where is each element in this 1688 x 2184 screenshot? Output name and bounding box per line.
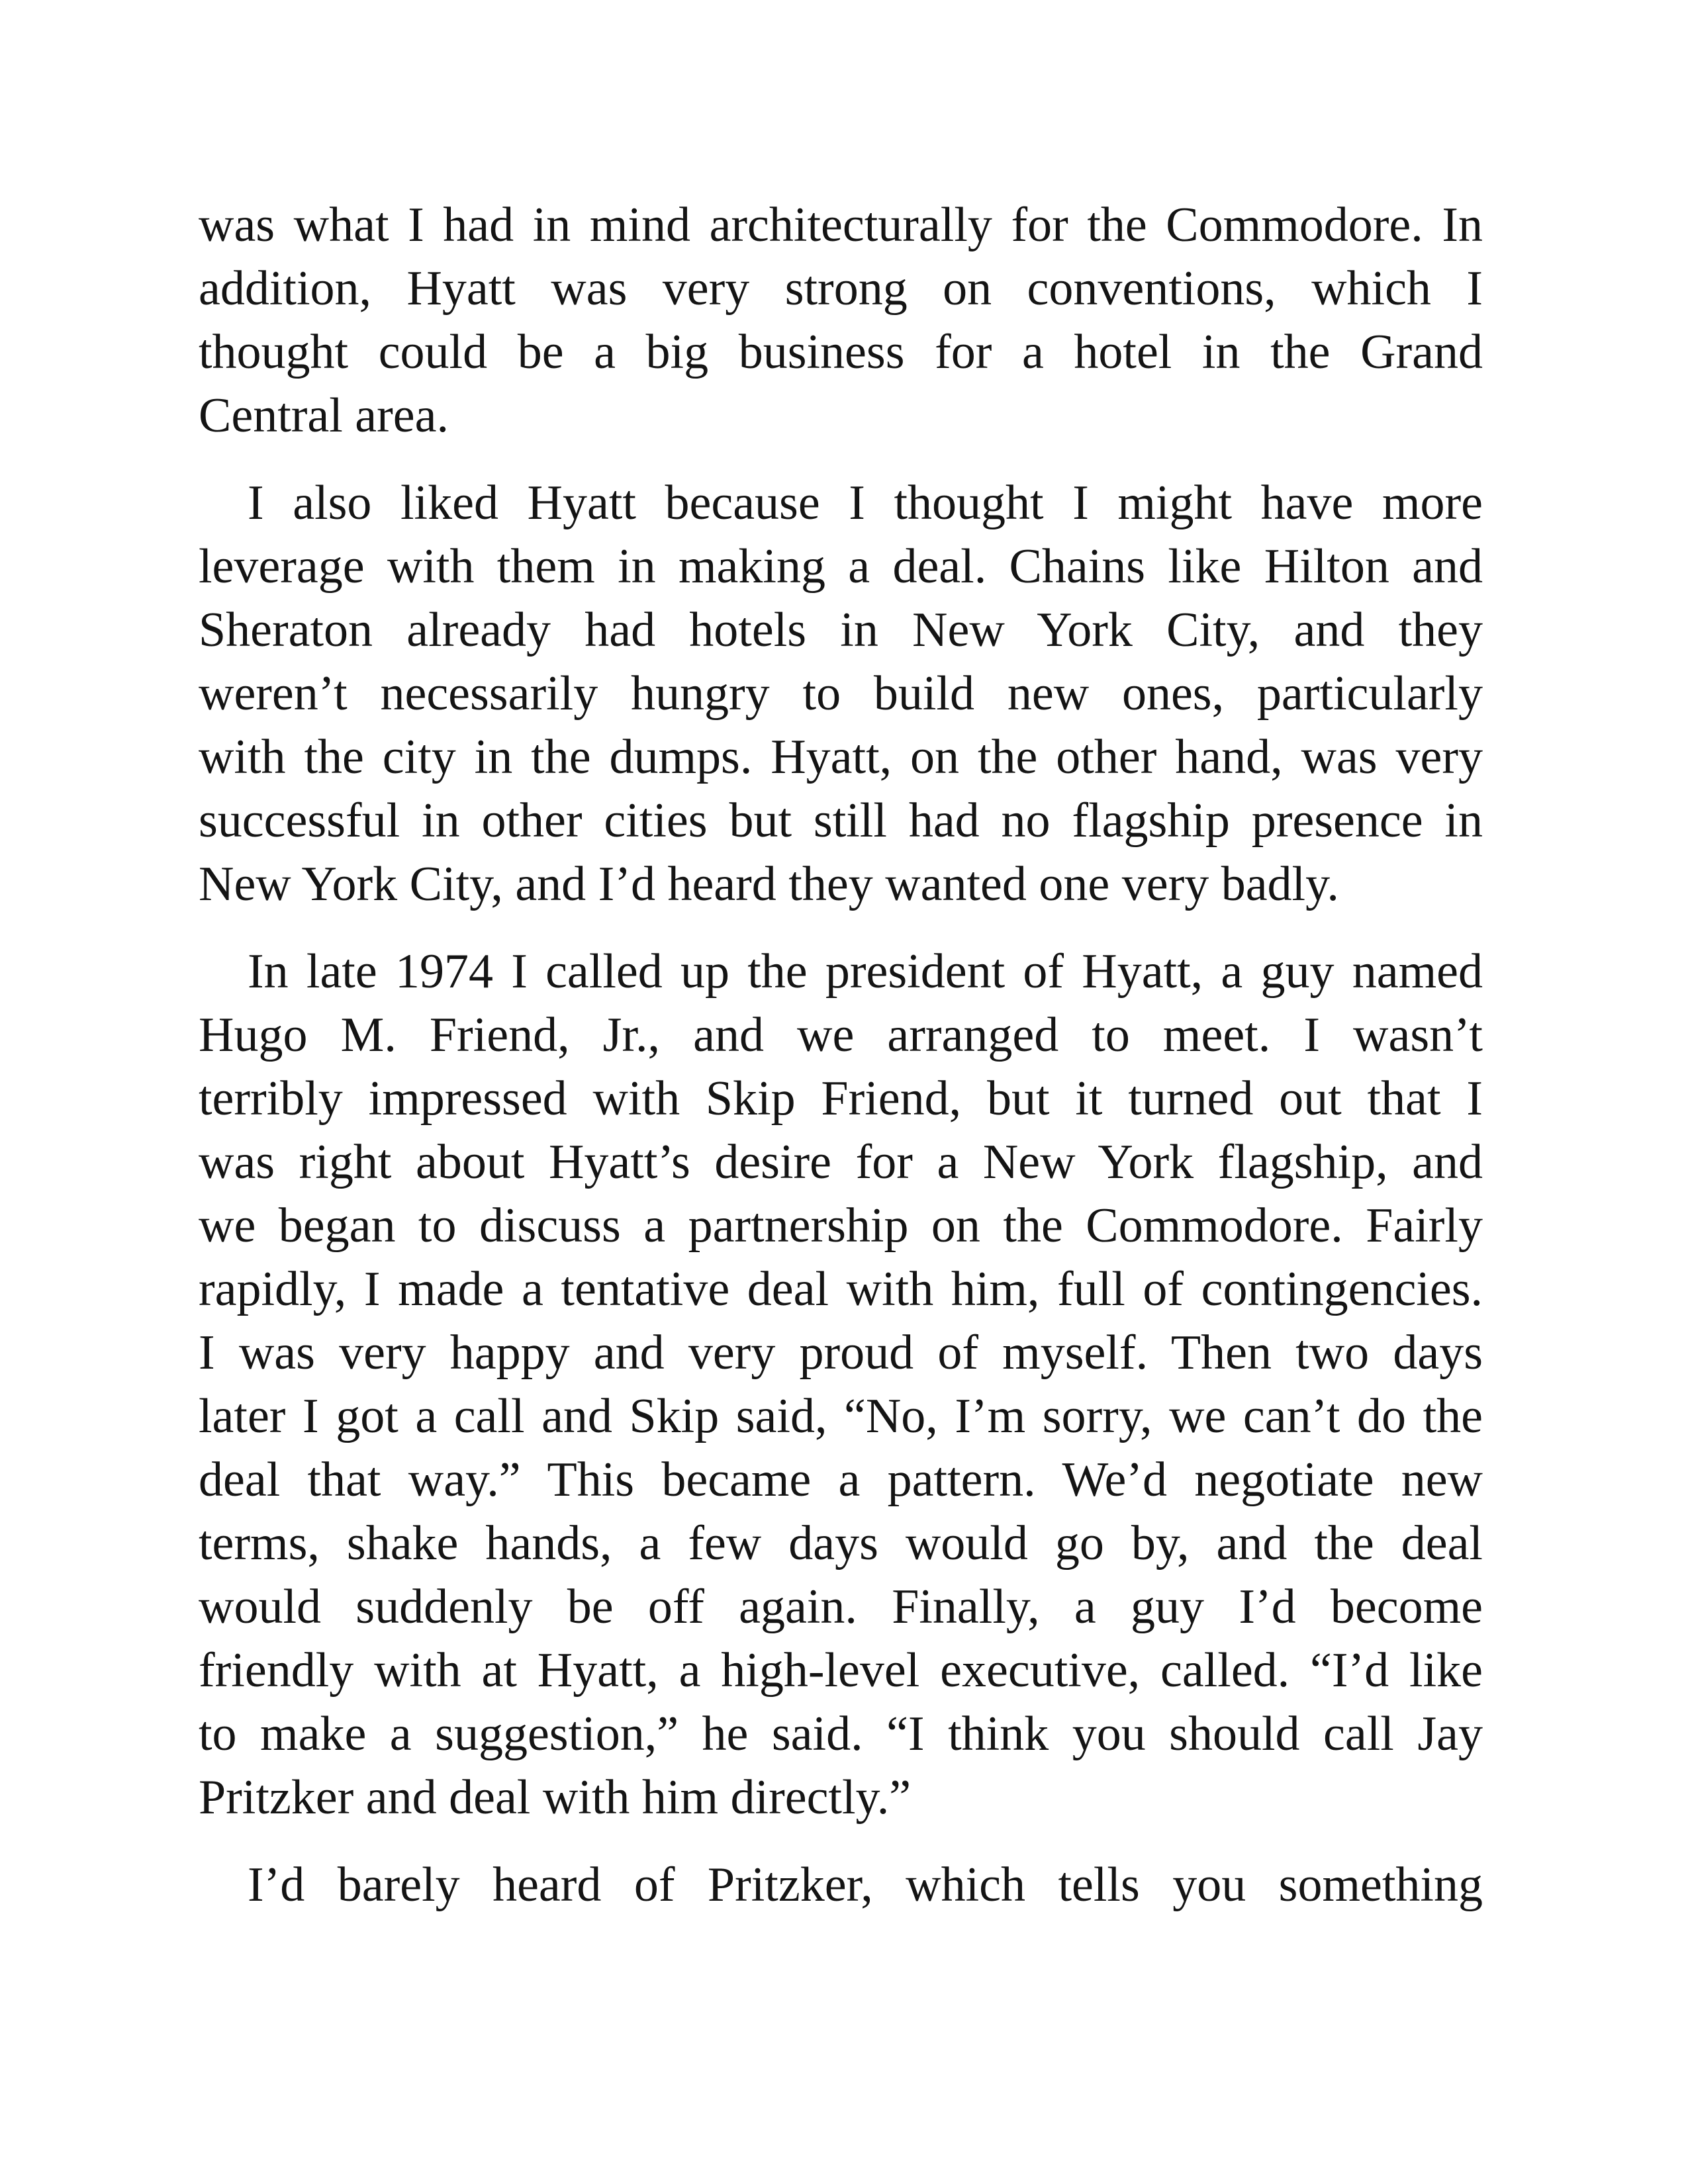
text-line: Central area. — [199, 388, 449, 443]
text-line: Hugo M. Friend, Jr., and we arranged to meet. I wasn’t — [199, 1008, 1483, 1062]
text-line: thought could be a big business for a hotel in the Grand — [199, 325, 1483, 379]
text-line: terribly impressed with Skip Friend, but it turned out that I — [199, 1071, 1483, 1126]
text-line: weren’t necessarily hungry to build new ones, particularly — [199, 666, 1483, 721]
text-line: I was very happy and very proud of myself. Then two days — [199, 1326, 1483, 1380]
text-line: with the city in the dumps. Hyatt, on the other hand, was very — [199, 730, 1483, 784]
text-line: I’d barely heard of Pritzker, which tells you something — [248, 1858, 1483, 1912]
text-line: Pritzker and deal with him directly.” — [199, 1770, 912, 1825]
paragraph-1 — [199, 193, 1483, 447]
text-line: successful in other cities but still had no flagship presence in — [199, 794, 1483, 848]
text-line: In late 1974 I called up the president of Hyatt, a guy named — [248, 944, 1483, 999]
paragraph-4 — [199, 1853, 1483, 1917]
text-line: was what I had in mind architecturally for the Commodore. In — [199, 198, 1483, 252]
text-line: addition, Hyatt was very strong on conventions, which I — [199, 261, 1483, 316]
text-line: friendly with at Hyatt, a high-level executive, called. “I’d like — [199, 1643, 1483, 1698]
text-line: deal that way.” This became a pattern. We’d negotiate new — [199, 1453, 1483, 1507]
paragraph-2 — [199, 471, 1483, 916]
paragraph-3 — [199, 940, 1483, 1829]
text-line: rapidly, I made a tentative deal with him, full of contingencies. — [199, 1262, 1483, 1316]
text-line: leverage with them in making a deal. Chains like Hilton and — [199, 539, 1483, 594]
text-line: to make a suggestion,” he said. “I think you should call Jay — [199, 1707, 1483, 1761]
text-line: was right about Hyatt’s desire for a New York flagship, and — [199, 1135, 1483, 1189]
text-line: terms, shake hands, a few days would go by, and the deal — [199, 1516, 1483, 1570]
text-line: I also liked Hyatt because I thought I might have more — [248, 476, 1483, 530]
body-text — [199, 193, 1483, 1917]
text-line: later I got a call and Skip said, “No, I’m sorry, we can’t do the — [199, 1389, 1483, 1443]
text-line: Sheraton already had hotels in New York City, and they — [199, 603, 1483, 657]
text-line: would suddenly be off again. Finally, a guy I’d become — [199, 1580, 1483, 1634]
text-line: we began to discuss a partnership on the Commodore. Fairly — [199, 1199, 1483, 1253]
text-line: New York City, and I’d heard they wanted one very badly. — [199, 857, 1339, 911]
